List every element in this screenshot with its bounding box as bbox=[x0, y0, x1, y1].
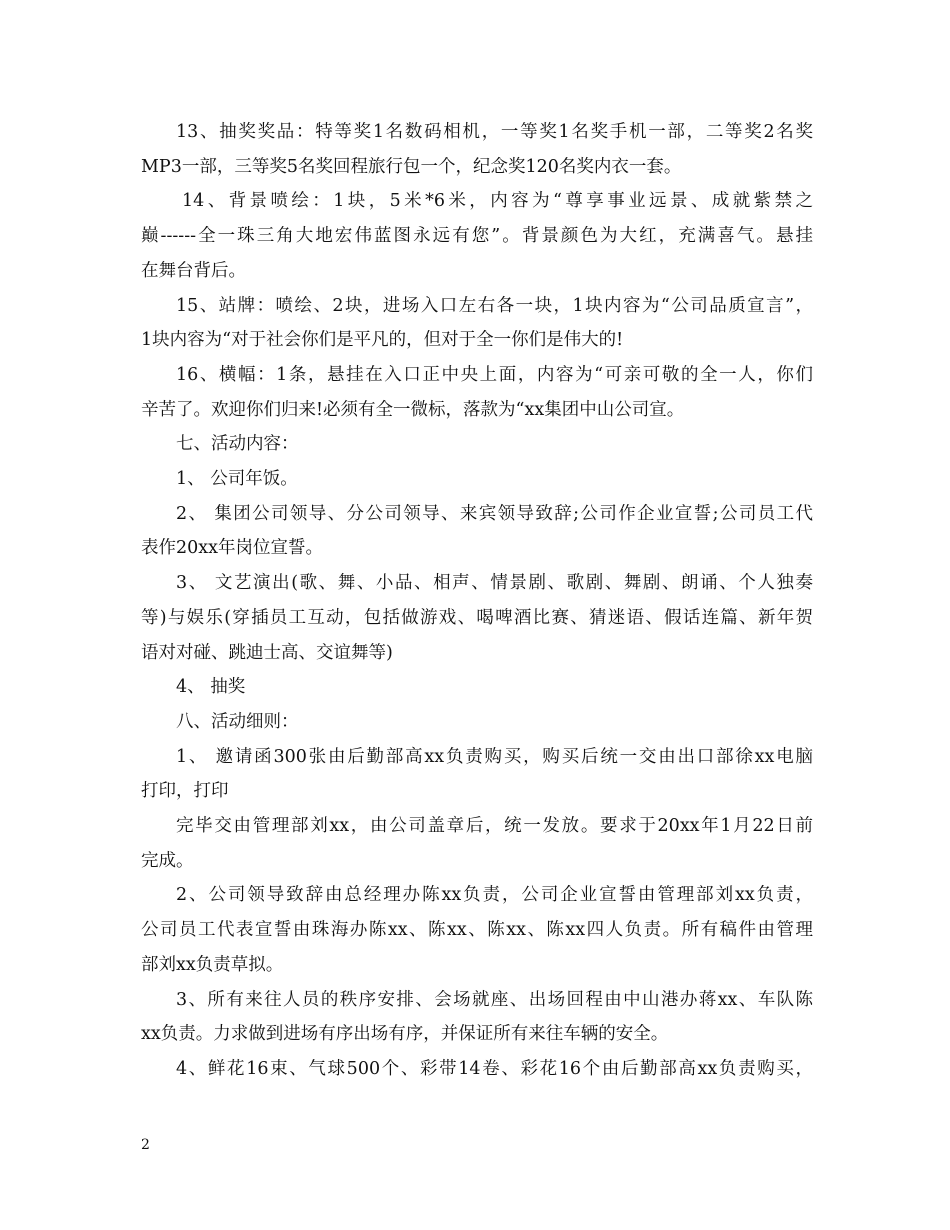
section-heading: 七、活动内容： bbox=[176, 434, 299, 455]
paragraph-line: 表作20xx年岗位宣誓。 bbox=[141, 538, 324, 559]
paragraph-line: MP3一部，三等奖5名奖回程旅行包一个，纪念奖120名奖内衣一套。 bbox=[141, 156, 682, 177]
list-item: 1、 邀请函300张由后勤部高xx负责购买，购买后统一交由出口部徐xx电脑 bbox=[176, 746, 813, 767]
list-item: 4、 抽奖 bbox=[176, 677, 246, 698]
paragraph-line: 13、抽奖奖品：特等奖1名数码相机，一等奖1名奖手机一部，二等奖2名奖 bbox=[176, 122, 813, 142]
paragraph-line: xx负责。力求做到进场有序出场有序，并保证所有来往车辆的安全。 bbox=[141, 1024, 669, 1045]
paragraph-line: 语对对碰、跳迪士高、交谊舞等) bbox=[141, 642, 393, 663]
list-item: 2、公司领导致辞由总经理办陈xx负责，公司企业宣誓由管理部刘xx负责， bbox=[176, 885, 813, 906]
list-item: 4、鲜花16束、气球500个、彩带14卷、彩花16个由后勤部高xx负责购买， bbox=[176, 1058, 813, 1079]
paragraph-line: 公司员工代表宣誓由珠海办陈xx、陈xx、陈xx、陈xx四人负责。所有稿件由管理 bbox=[141, 920, 813, 941]
paragraph-line: 打印，打印 bbox=[141, 781, 229, 802]
paragraph-line: 辛苦了。欢迎你们归来!必须有全一微标，落款为“xx集团中山公司宣。 bbox=[141, 399, 685, 420]
list-item: 3、所有来往人员的秩序安排、会场就座、出场回程由中山港办蒋xx、车队陈 bbox=[176, 989, 813, 1010]
section-heading: 八、活动细则： bbox=[176, 711, 299, 732]
paragraph-line: 1块内容为“对于社会你们是平凡的，但对于全一你们是伟大的! bbox=[141, 330, 624, 351]
list-item: 3、 文艺演出(歌、舞、小品、相声、情景剧、歌剧、舞剧、朗诵、个人独奏 bbox=[176, 573, 813, 594]
paragraph-line: 部刘xx负责草拟。 bbox=[141, 954, 284, 975]
list-item: 1、 公司年饭。 bbox=[176, 469, 298, 490]
paragraph-line: 在舞台背后。 bbox=[141, 260, 246, 281]
paragraph-line: 完成。 bbox=[141, 850, 194, 871]
paragraph-line: 巅------全一珠三角大地宏伟蓝图永远有您”。背景颜色为大红，充满喜气。悬挂 bbox=[141, 226, 813, 247]
paragraph-line: 15、站牌：喷绘、2块，进场入口左右各一块，1块内容为“公司品质宣言”， bbox=[176, 295, 813, 316]
paragraph-line: 完毕交由管理部刘xx，由公司盖章后，统一发放。要求于20xx年1月22日前 bbox=[176, 816, 813, 837]
list-item: 2、 集团公司领导、分公司领导、来宾领导致辞;公司作企业宣誓;公司员工代 bbox=[176, 503, 813, 524]
paragraph-line: 等)与娱乐(穿插员工互动，包括做游戏、喝啤酒比赛、猜迷语、假话连篇、新年贺 bbox=[141, 607, 813, 628]
page-number: 2 bbox=[141, 1137, 150, 1153]
paragraph-line: 16、横幅：1条，悬挂在入口正中央上面，内容为“可亲可敬的全一人，你们 bbox=[176, 364, 813, 385]
paragraph-line: 14、背景喷绘：1块，5米*6米，内容为“尊享事业远景、成就紫禁之 bbox=[182, 191, 813, 212]
body-text bbox=[141, 115, 813, 1087]
